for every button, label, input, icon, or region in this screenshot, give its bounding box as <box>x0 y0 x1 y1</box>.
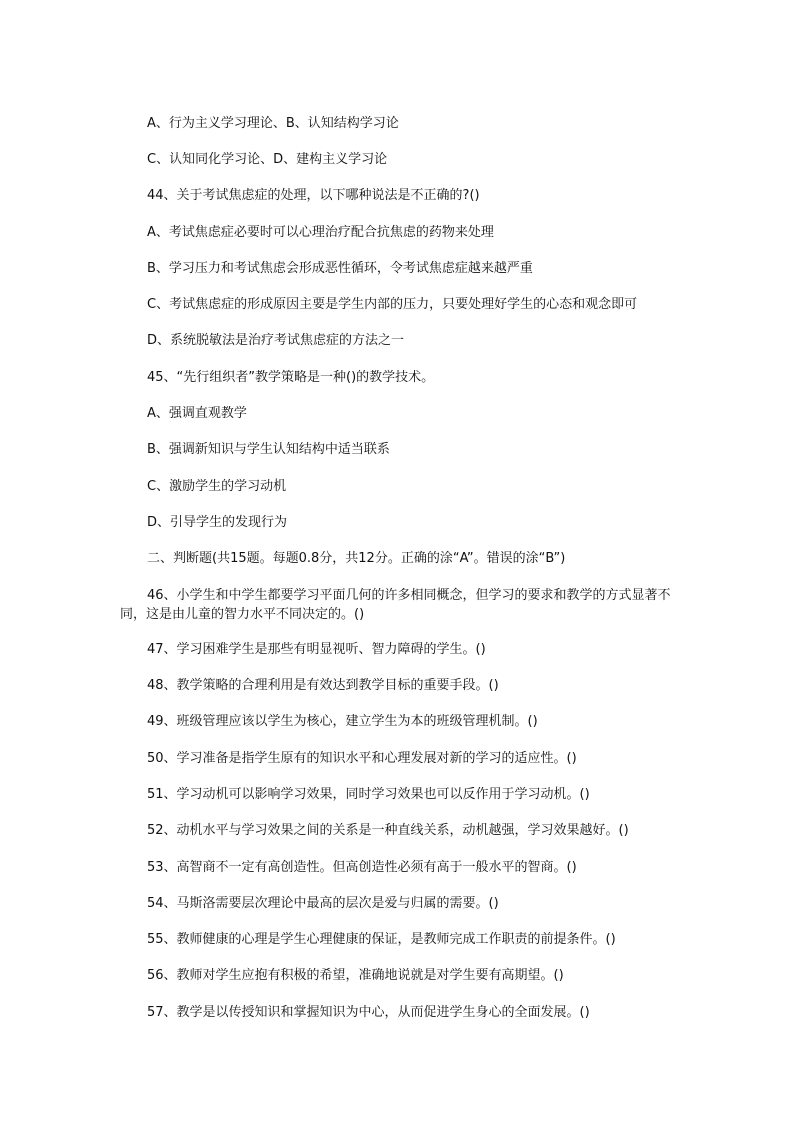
q45-option-c: C、激励学生的学习动机 <box>147 479 287 494</box>
q45-option-d: D、引导学生的发现行为 <box>147 515 288 530</box>
judgment-q53: 53、高智商不一定有高创造性。但高创造性必须有高于一般水平的智商。() <box>147 860 577 875</box>
judgment-q47: 47、学习困难学生是那些有明显视听、智力障碍的学生。() <box>147 642 486 657</box>
judgment-q51: 51、学习动机可以影响学习效果，同时学习效果也可以反作用于学习动机。() <box>147 787 590 802</box>
q44-option-c: C、考试焦虑症的形成原因主要是学生内部的压力，只要处理好学生的心态和观念即可 <box>147 297 638 312</box>
judgment-q57: 57、教学是以传授知识和掌握知识为中心，从而促进学生身心的全面发展。() <box>147 1005 590 1020</box>
judgment-q46: 46、小学生和中学生都要学习平面几何的许多相同概念，但学习的要求和教学的方式显著不同，这是由儿童的智力水平不同决定的。() <box>120 588 671 622</box>
q45-option-a: A、强调直观教学 <box>147 406 247 421</box>
judgment-q48: 48、教学策略的合理利用是有效达到教学目标的重要手段。() <box>147 678 499 693</box>
judgment-q49: 49、班级管理应该以学生为核心，建立学生为本的班级管理机制。() <box>147 714 538 729</box>
section2-heading: 二、判断题(共15题。每题0.8分，共12分。正确的涂“A”。错误的涂“B”) <box>147 551 566 566</box>
judgment-q54: 54、马斯洛需要层次理论中最高的层次是爱与归属的需要。() <box>147 896 499 911</box>
judgment-q50: 50、学习准备是指学生原有的知识水平和心理发展对新的学习的适应性。() <box>147 751 577 766</box>
judgment-q52: 52、动机水平与学习效果之间的关系是一种直线关系，动机越强，学习效果越好。() <box>147 823 629 838</box>
judgment-q56: 56、教师对学生应抱有积极的希望，准确地说就是对学生要有高期望。() <box>147 968 564 983</box>
q45-option-b: B、强调新知识与学生认知结构中适当联系 <box>147 442 390 457</box>
q45-question: 45、“先行组织者”教学策略是一种()的教学技术。 <box>147 370 435 385</box>
q44-question: 44、关于考试焦虑症的处理，以下哪种说法是不正确的?() <box>147 188 480 203</box>
q44-option-b: B、学习压力和考试焦虑会形成恶性循环，令考试焦虑症越来越严重 <box>147 261 533 276</box>
q43-option-cd: C、认知同化学习论、D、建构主义学习论 <box>147 152 388 167</box>
q43-option-ab: A、行为主义学习理论、B、认知结构学习论 <box>147 116 399 131</box>
q44-option-d: D、系统脱敏法是治疗考试焦虑症的方法之一 <box>147 333 405 348</box>
judgment-q55: 55、教师健康的心理是学生心理健康的保证，是教师完成工作职责的前提条件。() <box>147 932 616 947</box>
q44-option-a: A、考试焦虑症必要时可以心理治疗配合抗焦虑的药物来处理 <box>147 225 494 240</box>
